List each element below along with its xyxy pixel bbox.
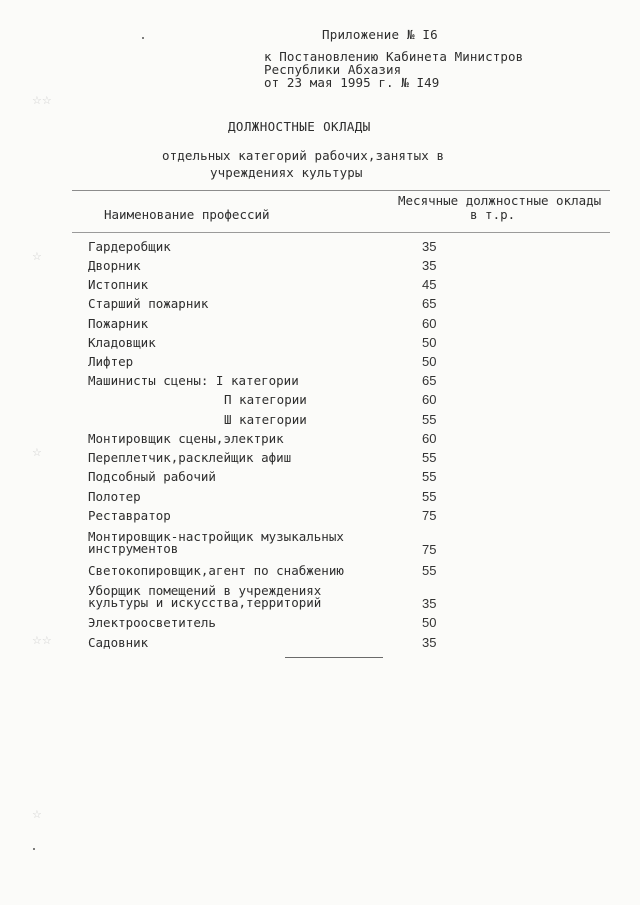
table-top-rule	[72, 190, 610, 191]
margin-stamp-icon: ☆	[32, 250, 42, 263]
salary-value: 55	[422, 489, 437, 504]
salary-value: 65	[422, 373, 437, 388]
salary-value: 35	[422, 596, 437, 611]
profession-name-line1: Уборщик помещений в учреждениях	[88, 583, 322, 598]
document-title: ДОЛЖНОСТНЫЕ ОКЛАДЫ	[228, 119, 371, 134]
profession-name: Пожарник	[88, 316, 149, 331]
salary-value: 50	[422, 354, 437, 369]
salary-value: 65	[422, 296, 437, 311]
document-subtitle: отдельных категорий рабочих,занятых в	[162, 148, 445, 163]
margin-stamp-icon: ☆	[32, 808, 42, 821]
profession-name: Машинисты сцены: I категории	[88, 373, 299, 388]
profession-name: Подсобный рабочий	[88, 469, 216, 484]
profession-name: Светокопировщик,агент по снабжению	[88, 563, 344, 578]
column-header-salary-line1: Месячные должностные оклады	[398, 193, 602, 208]
profession-name: Садовник	[88, 635, 149, 650]
profession-name	[88, 531, 344, 555]
salary-value: 75	[422, 508, 437, 523]
profession-name: Полотер	[88, 489, 141, 504]
salary-value: 55	[422, 450, 437, 465]
profession-name	[88, 585, 321, 609]
column-header-profession: Наименование профессий	[104, 207, 270, 222]
salary-value: 50	[422, 335, 437, 350]
margin-stamp-icon: ☆☆	[32, 634, 52, 647]
annex-line-date: от 23 мая 1995 г. № I49	[264, 75, 440, 90]
profession-name: П категории	[224, 392, 307, 407]
salary-value: 35	[422, 635, 437, 650]
profession-name: Кладовщик	[88, 335, 156, 350]
margin-stamp-icon: ☆	[32, 446, 42, 459]
profession-name: Электроосветитель	[88, 615, 216, 630]
salary-value: 35	[422, 239, 437, 254]
annex-line-republic: Республики Абхазия	[264, 62, 402, 77]
profession-name: Дворник	[88, 258, 141, 273]
annex-line-decree: к Постановлению Кабинета Министров	[264, 49, 524, 64]
annex-title: Приложение № I6	[322, 27, 438, 42]
profession-name: Лифтер	[88, 354, 134, 369]
profession-name: Старший пожарник	[88, 296, 209, 311]
end-rule	[285, 657, 383, 658]
column-header-salary	[398, 194, 601, 222]
salary-value: 45	[422, 277, 437, 292]
salary-value: 35	[422, 258, 437, 273]
document-subtitle-continued: учреждениях культуры	[210, 165, 363, 180]
salary-value: 55	[422, 412, 437, 427]
salary-value: 60	[422, 431, 437, 446]
salary-value: 50	[422, 615, 437, 630]
profession-name: Реставратор	[88, 508, 171, 523]
profession-name-line2: инструментов	[88, 541, 179, 556]
scan-speck	[33, 848, 35, 850]
profession-name: Гардеробщик	[88, 239, 171, 254]
profession-name: Переплетчик,расклейщик афиш	[88, 450, 292, 465]
salary-value: 55	[422, 563, 437, 578]
profession-name-line2: культуры и искусства,территорий	[88, 595, 322, 610]
profession-name: Истопник	[88, 277, 149, 292]
profession-name-line1: Монтировщик-настройщик музыкальных	[88, 529, 344, 544]
salary-value: 60	[422, 392, 437, 407]
margin-stamp-icon: ☆☆	[32, 94, 52, 107]
salary-value: 60	[422, 316, 437, 331]
scan-speck	[142, 37, 144, 39]
profession-name: Ш категории	[224, 412, 307, 427]
table-header-rule	[72, 232, 610, 233]
profession-name: Монтировщик сцены,электрик	[88, 431, 284, 446]
column-header-salary-unit: в т.р.	[470, 207, 516, 222]
salary-value: 55	[422, 469, 437, 484]
salary-value: 75	[422, 542, 437, 557]
